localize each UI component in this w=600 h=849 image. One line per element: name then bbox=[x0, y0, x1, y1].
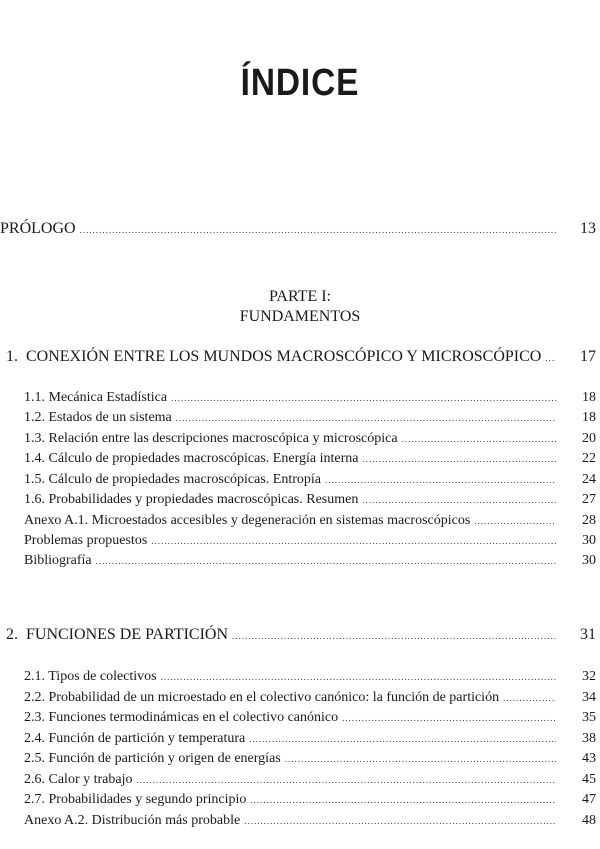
chapter-label: FUNCIONES DE PARTICIÓN bbox=[26, 626, 229, 643]
section-label: Bibliografía bbox=[24, 553, 92, 568]
section-page: 20 bbox=[582, 431, 596, 446]
dot-leader bbox=[342, 708, 556, 728]
dot-leader bbox=[176, 408, 556, 428]
section-label: 1.1. Mecánica Estadística bbox=[24, 390, 168, 405]
chapter-number: 2. bbox=[6, 626, 18, 643]
section-page: 48 bbox=[582, 813, 596, 828]
section-label: 2.4. Función de partición y temperatura bbox=[24, 731, 246, 746]
section-label: 1.6. Probabilidades y propiedades macroscópicas. Resumen bbox=[24, 492, 359, 507]
section-label: Anexo A.2. Distribución más probable bbox=[24, 813, 241, 828]
dot-leader bbox=[244, 811, 556, 831]
section-page: 18 bbox=[582, 390, 596, 405]
section-label: 2.1. Tipos de colectivos bbox=[24, 669, 157, 684]
section-page: 34 bbox=[582, 690, 596, 705]
section-page: 22 bbox=[582, 451, 596, 466]
dot-leader bbox=[249, 729, 556, 749]
part-heading-line1: PARTE I: bbox=[268, 288, 331, 305]
section-page: 43 bbox=[582, 751, 596, 766]
section-label: 2.6. Calor y trabajo bbox=[24, 772, 133, 787]
toc-section bbox=[0, 531, 600, 551]
section-label: 1.3. Relación entre las descripciones macroscópica y microscópica bbox=[24, 431, 398, 446]
toc-entry-prologo bbox=[0, 219, 600, 239]
dot-leader bbox=[503, 688, 556, 708]
part-heading-line2: FUNDAMENTOS bbox=[239, 308, 361, 325]
toc-entry-label: PRÓLOGO bbox=[0, 220, 76, 237]
toc-section bbox=[0, 470, 600, 490]
toc-section bbox=[0, 708, 600, 728]
toc-section bbox=[0, 408, 600, 428]
section-page: 45 bbox=[582, 772, 596, 787]
toc-chapter-1 bbox=[0, 347, 600, 367]
section-label: 1.4. Cálculo de propiedades macroscópicas. Energía interna bbox=[24, 451, 359, 466]
toc-section bbox=[0, 790, 600, 810]
section-label: 2.7. Probabilidades y segundo principio bbox=[24, 792, 247, 807]
dot-leader bbox=[171, 388, 556, 408]
section-label: Problemas propuestos bbox=[24, 533, 148, 548]
section-page: 18 bbox=[582, 410, 596, 425]
toc-chapter-2 bbox=[0, 625, 600, 645]
toc-section bbox=[0, 729, 600, 749]
dot-leader bbox=[161, 667, 556, 687]
chapter-page: 17 bbox=[580, 348, 596, 365]
dot-leader bbox=[96, 551, 556, 571]
section-page: 24 bbox=[582, 472, 596, 487]
toc-entry-page: 13 bbox=[580, 220, 596, 237]
dot-leader bbox=[474, 511, 556, 531]
toc-section bbox=[0, 449, 600, 469]
section-page: 35 bbox=[582, 710, 596, 725]
section-label: 2.3. Funciones termodinámicas en el colectivo canónico bbox=[24, 710, 339, 725]
chapter-page: 31 bbox=[580, 626, 596, 643]
dot-leader bbox=[362, 490, 556, 510]
toc-section bbox=[0, 770, 600, 790]
section-page: 30 bbox=[582, 553, 596, 568]
toc-section bbox=[0, 811, 600, 831]
page-title: ÍNDICE bbox=[240, 62, 360, 104]
dot-leader bbox=[545, 348, 556, 368]
toc-section bbox=[0, 388, 600, 408]
dot-leader bbox=[136, 770, 556, 790]
section-page: 32 bbox=[582, 669, 596, 684]
section-page: 27 bbox=[582, 492, 596, 507]
toc-section bbox=[0, 688, 600, 708]
toc-section bbox=[0, 490, 600, 510]
dot-leader bbox=[232, 626, 556, 646]
section-page: 28 bbox=[582, 513, 596, 528]
chapter-label: CONEXIÓN ENTRE LOS MUNDOS MACROSCÓPICO Y MICROSCÓPICO bbox=[26, 348, 542, 365]
toc-section bbox=[0, 429, 600, 449]
section-label: 2.5. Función de partición y origen de energías bbox=[24, 751, 281, 766]
section-label: 1.5. Cálculo de propiedades macroscópicas. Entropía bbox=[24, 472, 322, 487]
dot-leader bbox=[362, 449, 556, 469]
section-label: 1.2. Estados de un sistema bbox=[24, 410, 172, 425]
dot-leader bbox=[80, 220, 556, 240]
section-label: 2.2. Probabilidad de un microestado en el colectivo canónico: la función de partición bbox=[24, 690, 500, 705]
section-page: 38 bbox=[582, 731, 596, 746]
toc-section bbox=[0, 667, 600, 687]
section-page: 30 bbox=[582, 533, 596, 548]
dot-leader bbox=[250, 790, 556, 810]
dot-leader bbox=[151, 531, 556, 551]
section-page: 47 bbox=[582, 792, 596, 807]
toc-section bbox=[0, 511, 600, 531]
dot-leader bbox=[402, 429, 556, 449]
toc-section bbox=[0, 551, 600, 571]
toc-section bbox=[0, 749, 600, 769]
chapter-number: 1. bbox=[6, 348, 18, 365]
dot-leader bbox=[285, 749, 556, 769]
section-label: Anexo A.1. Microestados accesibles y degeneración en sistemas macroscópicos bbox=[24, 513, 471, 528]
dot-leader bbox=[325, 470, 556, 490]
